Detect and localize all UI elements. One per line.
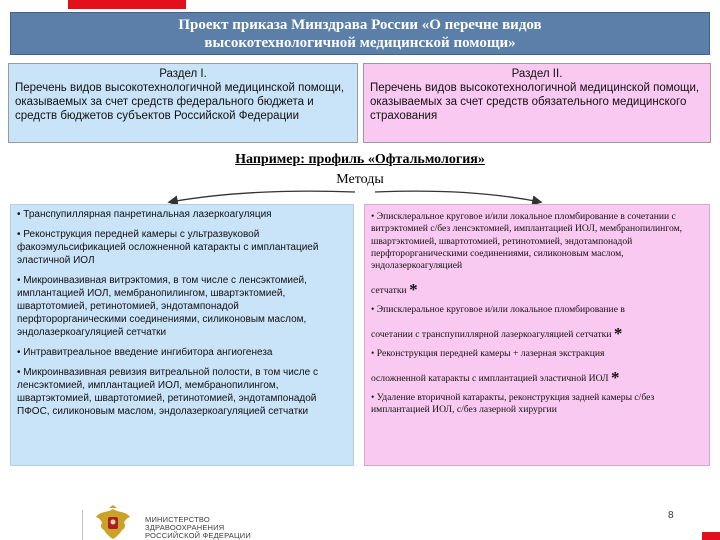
list-item-text: • Эписклеральное круговое и/или локальное пломбирование в сочетании с витрэктомией с/без ленсэктомией, имплантацией ИОЛ, мембранопилингом, швартэктомией, швартотомией, ретинотомией, эндотампонадой перфторорганическими соединениями, силиконовым маслом, эндолазеркоагуляцией [371, 211, 683, 272]
list-item-text: • Реконструкция передней камеры + лазерная экстракция [371, 347, 605, 359]
methods-heading: Методы [336, 172, 384, 187]
federal-methods-list [10, 204, 354, 466]
list-item-text: • Эписклеральное круговое и/или локальное пломбирование в [371, 304, 625, 316]
asterisk-mark: * [613, 323, 623, 343]
list-item-tail: сочетании с транспупиллярной лазеркоагуляцией сетчатки [371, 328, 612, 340]
list-item: • Микроинвазивная ревизия витреальной полости, в том числе с ленсэктомией, имплантацией ИОЛ, мембранопилингом, швартэктомией, швартотомией, ретинотомией, эндотампонадой ПФОС, силиконовым маслом, эндолазеркоагуляцией сетчатки [17, 367, 318, 417]
list-item: • Микроинвазивная витрэктомия, в том числе с ленсэктомией, имплантацией ИОЛ, мембранопилингом, швартэктомией, швартотомией, ретинотомией, эндотампонадой перфторорганическими соединениями, силиконовым маслом, эндолазеркоагуляцией сетчатки [17, 275, 307, 338]
title-line-1: Проект приказа Минздрава России «О перечне видов [178, 16, 542, 33]
section-1-title: Раздел I. [159, 68, 207, 80]
oms-methods-list [364, 204, 710, 466]
list-item [371, 348, 703, 385]
section-1-text: Перечень видов высокотехнологичной медицинской помощи, оказываемых за счет средств федерального бюджета и средств бюджетов субъектов Российской Федерации [15, 82, 345, 122]
list-item: • Транспупиллярная панретинальная лазеркоагуляция [17, 209, 272, 220]
list-item [371, 211, 703, 297]
section-2-box [363, 63, 711, 143]
example-heading: Например: профиль «Офтальмология» [235, 152, 485, 167]
list-item [371, 304, 703, 341]
top-red-bar [68, 0, 186, 9]
list-item-text: • Удаление вторичной катаракты, реконструкция задней камеры с/без имплантацией ИОЛ, с/без лазерной хирургии [371, 391, 655, 416]
footer-divider [82, 510, 83, 540]
section-2-text: Перечень видов высокотехнологичной медицинской помощи, оказываемых за счет средств обязательного медицинского страхования [370, 82, 700, 122]
list-item-tail: сетчатки [371, 284, 407, 296]
list-item: • Интравитреальное введение ингибитора ангиогенеза [17, 347, 273, 358]
ministry-line-3: РОССИЙСКОЙ ФЕДЕРАЦИИ [145, 531, 251, 540]
list-item-tail: осложненной катаракты с имплантацией эластичной ИОЛ [371, 372, 609, 384]
list-item: • Реконструкция передней камеры с ультразвуковой факоэмульсификацией осложненной катаракты с имплантацией эластичной ИОЛ [17, 229, 319, 266]
page-number: 8 [668, 510, 674, 521]
arrow-right [375, 191, 540, 202]
title-banner [10, 12, 710, 55]
asterisk-mark: * [409, 279, 418, 299]
title-line-2: высокотехнологичной медицинской помощи» [204, 34, 516, 51]
ministry-line-1: МИНИСТЕРСТВО [145, 515, 210, 524]
coat-of-arms-icon [92, 505, 134, 540]
ministry-caption [145, 516, 251, 540]
arrow-left [170, 191, 355, 202]
list-item [371, 392, 703, 417]
section-1-box [8, 63, 358, 143]
bottom-red-bar [702, 532, 720, 540]
section-2-title: Раздел II. [511, 68, 563, 80]
asterisk-mark: * [610, 367, 620, 387]
ministry-line-2: ЗДРАВООХРАНЕНИЯ [145, 523, 225, 532]
